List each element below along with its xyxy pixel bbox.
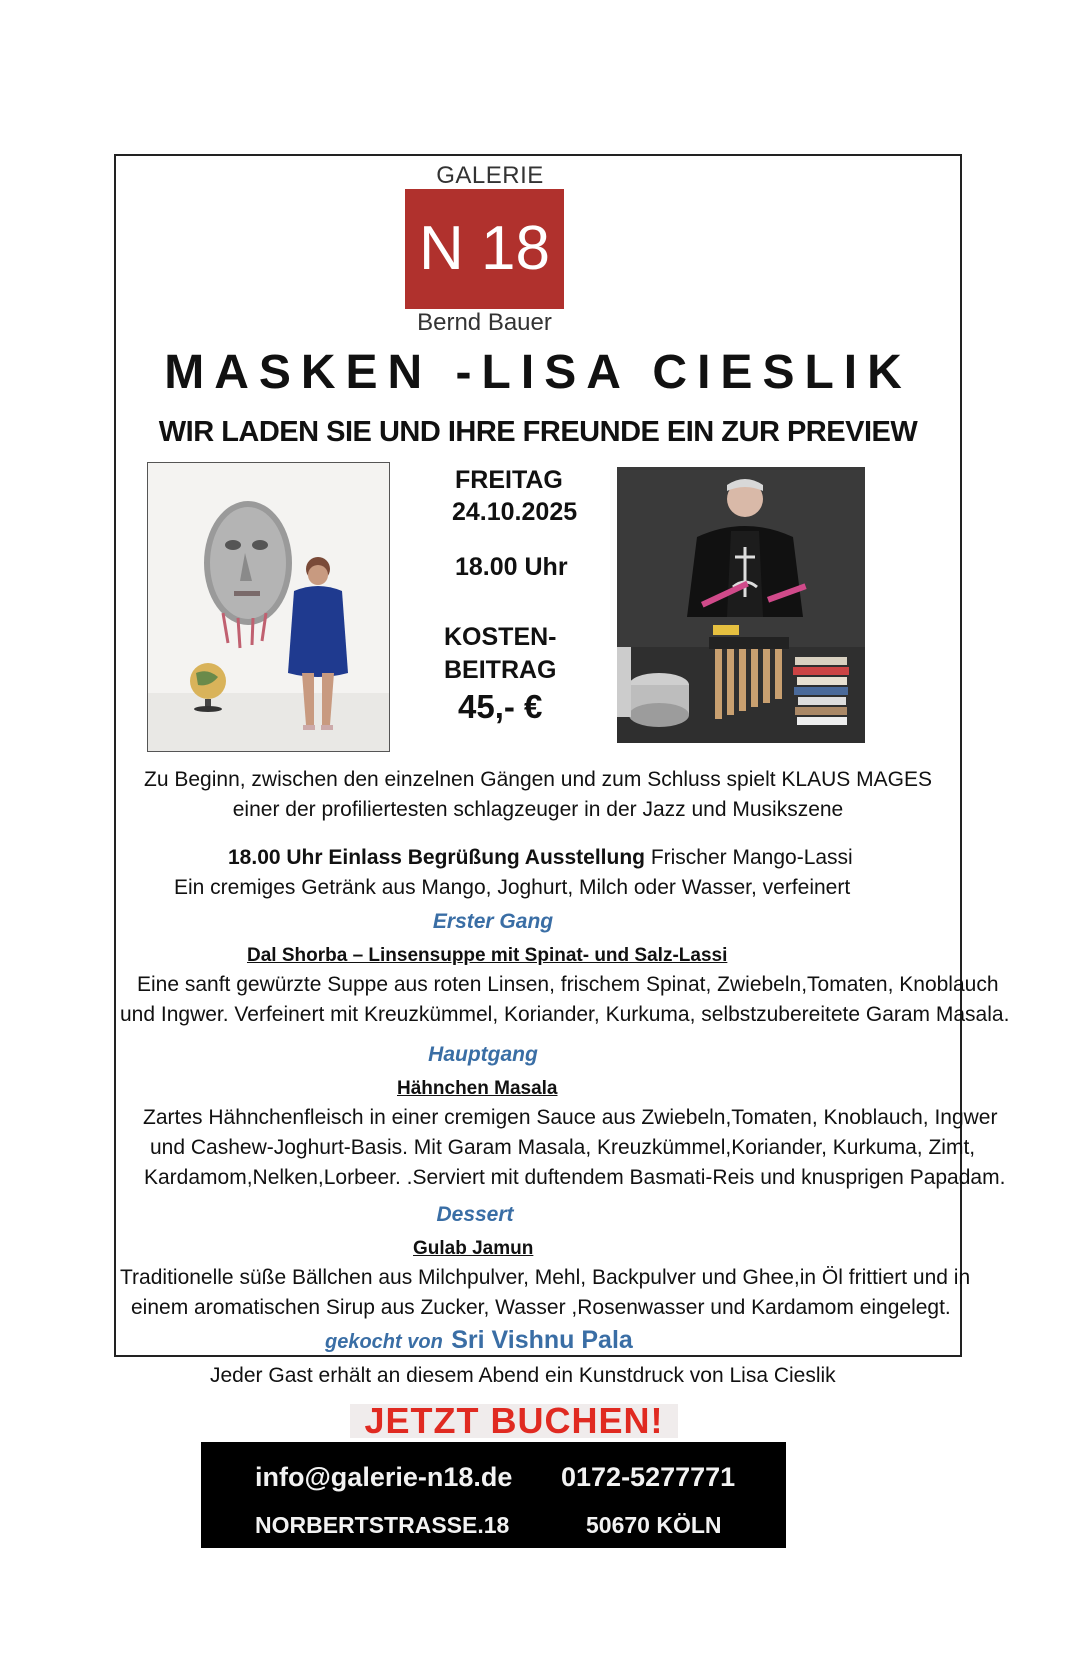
- welcome-line-2: Ein cremiges Getränk aus Mango, Joghurt, Milch oder Wasser, verfeinert: [174, 876, 851, 899]
- invitation-subtitle: WIR LADEN SIE UND IHRE FREUNDE EIN ZUR PREVIEW: [158, 416, 918, 448]
- logo-owner-text: Bernd Bauer: [417, 309, 552, 336]
- event-time: 18.00 Uhr: [455, 553, 568, 581]
- artist-photo: [147, 462, 390, 752]
- dish-title-main: Hähnchen Masala: [397, 1078, 558, 1099]
- course-label-dessert: Dessert: [436, 1203, 514, 1226]
- chef-name: Sri Vishnu Pala: [451, 1326, 633, 1354]
- intro-line-1: Zu Beginn, zwischen den einzelnen Gängen und zum Schluss spielt KLAUS MAGES: [144, 768, 932, 791]
- course-label-first: Erster Gang: [432, 910, 554, 933]
- dish-desc-dessert-2: einem aromatischen Sirup aus Zucker, Wasser ,Rosenwasser und Kardamom eingelegt.: [131, 1296, 951, 1319]
- cost-label-line2: BEITRAG: [444, 656, 557, 684]
- logo-n18-box: N 18: [405, 189, 564, 309]
- cost-label-line1: KOSTEN-: [444, 623, 557, 651]
- intro-line-2: einer der profiliertesten schlagzeuger in der Jazz und Musikszene: [232, 798, 844, 821]
- musician-photo-illustration: [617, 467, 865, 743]
- gift-note: Jeder Gast erhält an diesem Abend ein Kunstdruck von Lisa Cieslik: [210, 1364, 836, 1387]
- dish-desc-first-1: Eine sanft gewürzte Suppe aus roten Linsen, frischem Spinat, Zwiebeln,Tomaten, Knoblauch: [137, 973, 999, 996]
- course-label-main: Hauptgang: [428, 1043, 538, 1066]
- welcome-bold-text: 18.00 Uhr Einlass Begrüßung Ausstellung: [228, 846, 645, 869]
- welcome-line-1: [228, 846, 853, 870]
- event-date: 24.10.2025: [452, 498, 578, 526]
- chef-prefix: gekocht von: [325, 1331, 443, 1353]
- dish-desc-main-2: und Cashew-Joghurt-Basis. Mit Garam Masala, Kreuzkümmel,Koriander, Kurkuma, Zimt,: [150, 1136, 976, 1159]
- contact-phone[interactable]: 0172-5277771: [561, 1462, 736, 1492]
- book-now-banner[interactable]: JETZT BUCHEN!: [350, 1404, 678, 1438]
- contact-city: 50670 KÖLN: [586, 1512, 722, 1538]
- dish-desc-main-3: Kardamom,Nelken,Lorbeer. .Serviert mit duftendem Basmati-Reis und knusprigen Papadam.: [144, 1166, 1006, 1189]
- event-day: FREITAG: [455, 466, 563, 494]
- artist-photo-illustration: [148, 463, 390, 752]
- dish-desc-dessert-1: Traditionelle süße Bällchen aus Milchpulver, Mehl, Backpulver und Ghee,in Öl frittiert und in: [120, 1266, 971, 1289]
- contact-street: NORBERTSTRASSE.18: [255, 1512, 510, 1538]
- chef-credit: [325, 1326, 633, 1355]
- dish-desc-first-2: und Ingwer. Verfeinert mit Kreuzkümmel, Koriander, Kurkuma, selbstzubereitete Garam Masala.: [120, 1003, 1010, 1026]
- page-title: MASKEN -LISA CIESLIK: [164, 346, 912, 399]
- event-price: 45,- €: [458, 688, 543, 725]
- contact-email[interactable]: info@galerie-n18.de: [255, 1462, 513, 1492]
- musician-photo: [617, 467, 865, 743]
- dish-desc-main-1: Zartes Hähnchenfleisch in einer cremigen Sauce aus Zwiebeln,Tomaten, Knoblauch, Ingwer: [143, 1106, 998, 1129]
- dish-title-first: Dal Shorba – Linsensuppe mit Spinat- und Salz-Lassi: [247, 945, 728, 966]
- contact-box: [201, 1442, 786, 1548]
- welcome-normal-text: Frischer Mango-Lassi: [644, 846, 853, 869]
- logo-galerie-text: GALERIE: [436, 162, 544, 189]
- dish-title-dessert: Gulab Jamun: [413, 1238, 534, 1259]
